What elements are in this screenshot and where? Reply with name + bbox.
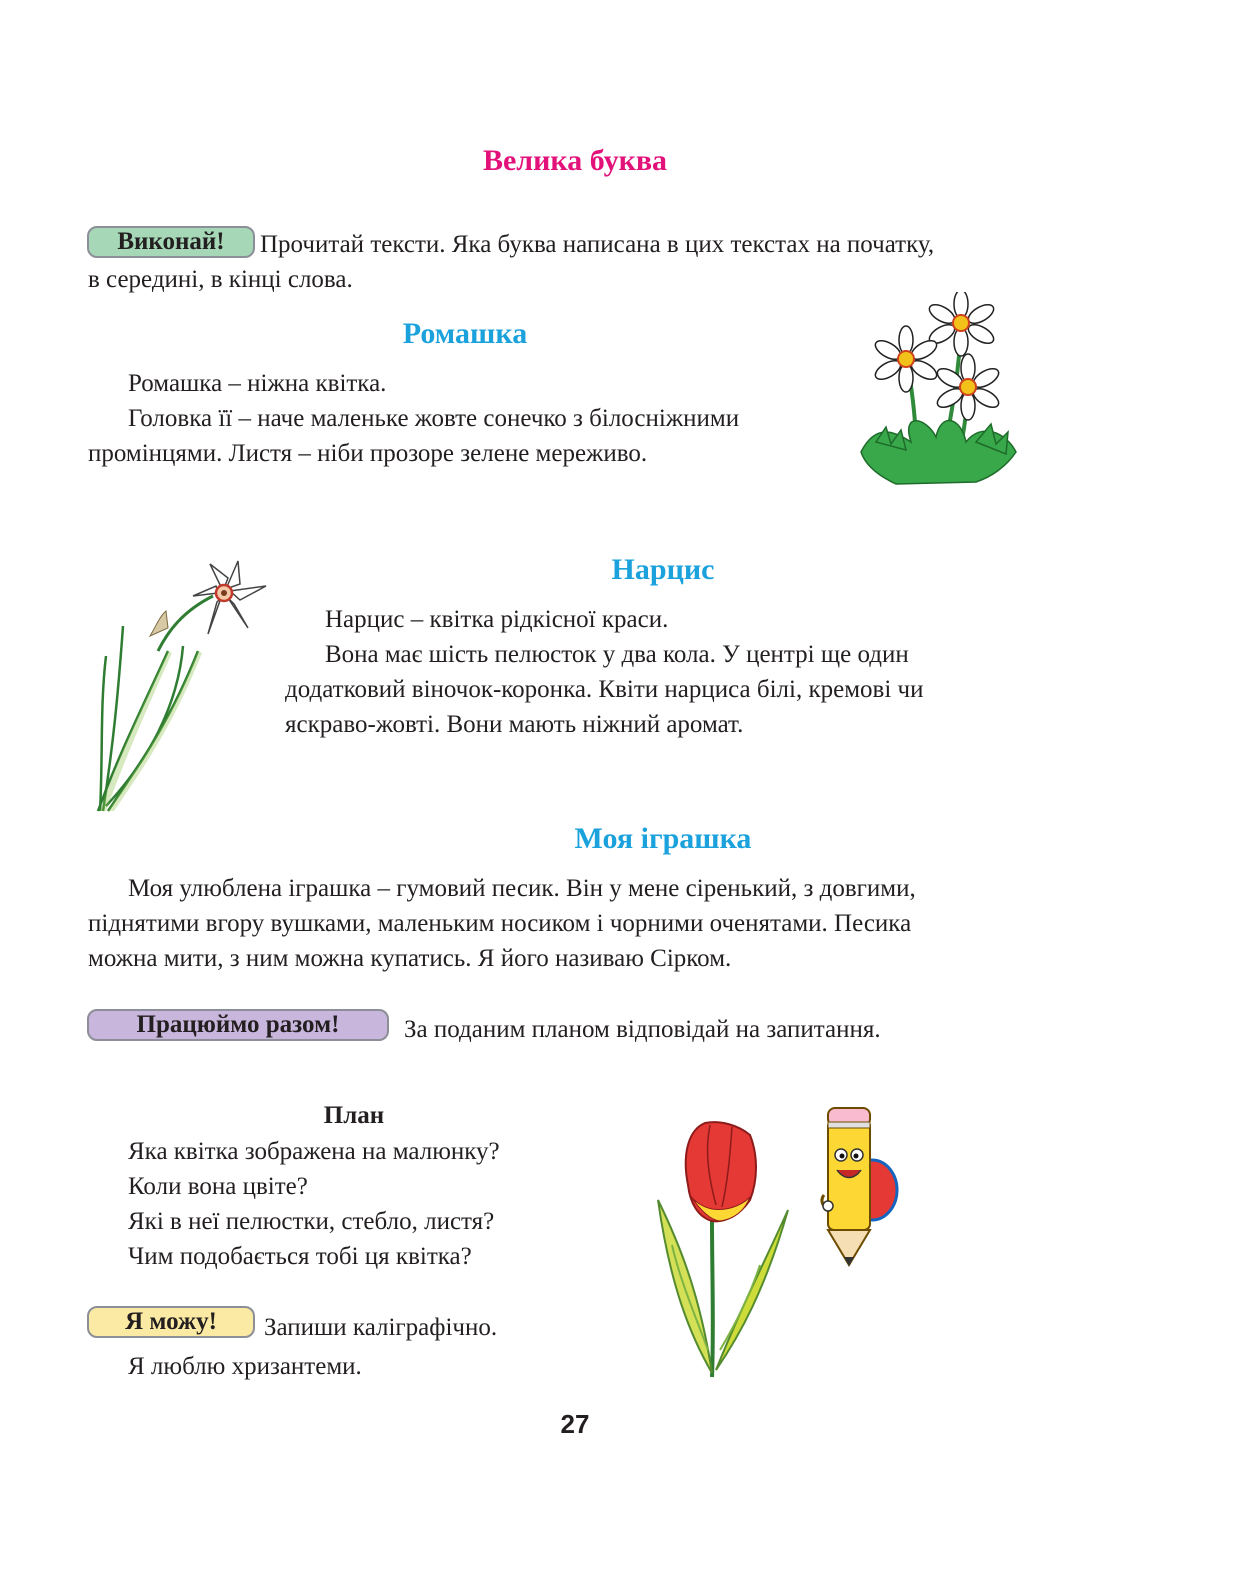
tulip-flower-head xyxy=(686,1122,756,1221)
badge-ya-mozhu: Я можу! xyxy=(87,1306,255,1338)
badge-pratsiuimo-razom: Працюймо разом! xyxy=(87,1009,389,1041)
nartsys-line1: Нарцис – квітка рідкісної краси. xyxy=(325,606,669,633)
toy-line2: піднятими вгору вушками, маленьким носиком і чорними оченятами. Песика xyxy=(88,910,912,937)
task1-line1: Прочитай тексти. Яка буква написана в цих текстах на початку, xyxy=(260,231,935,258)
plan-question: Яка квітка зображена на малюнку? xyxy=(128,1138,500,1165)
romashka-title: Ромашка xyxy=(402,317,528,350)
nartsys-line2: Вона має шість пелюсток у два кола. У центрі ще один xyxy=(325,641,909,668)
daisy-head-3 xyxy=(934,354,1001,420)
romashka-text xyxy=(88,366,844,471)
nartsys-line4: яскраво-жовті. Вони мають ніжний аромат. xyxy=(285,711,744,738)
daisy-illustration xyxy=(856,292,1026,492)
narcissus-illustration xyxy=(88,556,278,816)
plan-question: Які в неї пелюстки, стебло, листя? xyxy=(128,1208,495,1235)
task1-instruction xyxy=(88,227,1048,297)
task2-instruction: За поданим планом відповідай на запитання. xyxy=(404,1016,881,1043)
romashka-line2: Головка її – наче маленьке жовте сонечко з білосніжними xyxy=(128,405,740,432)
nartsys-line3: додатковий віночок-коронка. Квіти нарциса білі, кремові чи xyxy=(285,676,924,703)
plan-question: Коли вона цвіте? xyxy=(128,1173,308,1200)
plan-question: Чим подобається тобі ця квітка? xyxy=(128,1243,472,1270)
plan-questions xyxy=(128,1134,648,1274)
task1-line2: в середині, в кінці слова. xyxy=(88,266,353,293)
task3-instruction: Запиши каліграфічно. xyxy=(264,1314,498,1341)
pencil-mascot-illustration xyxy=(820,1100,900,1270)
nartsys-title: Нарцис xyxy=(611,553,715,586)
romashka-line1: Ромашка – ніжна квітка. xyxy=(128,370,387,397)
page-title: Велика буква xyxy=(482,144,668,177)
nartsys-text xyxy=(285,602,1040,742)
toy-text xyxy=(88,871,1040,976)
romashka-line3: промінцями. Листя – ніби прозоре зелене мереживо. xyxy=(88,440,648,467)
page-number: 27 xyxy=(560,1409,590,1439)
toy-title: Моя іграшка xyxy=(574,822,752,855)
badge-vykonai: Виконай! xyxy=(87,226,255,258)
tulip-illustration xyxy=(650,1115,800,1380)
toy-line3: можна мити, з ним можна купатись. Я його називаю Сірком. xyxy=(88,945,732,972)
task3-example: Я люблю хризантеми. xyxy=(128,1353,362,1380)
toy-line1: Моя улюблена іграшка – гумовий песик. Він у мене сіренький, з довгими, xyxy=(128,875,916,902)
plan-title: План xyxy=(323,1102,385,1129)
